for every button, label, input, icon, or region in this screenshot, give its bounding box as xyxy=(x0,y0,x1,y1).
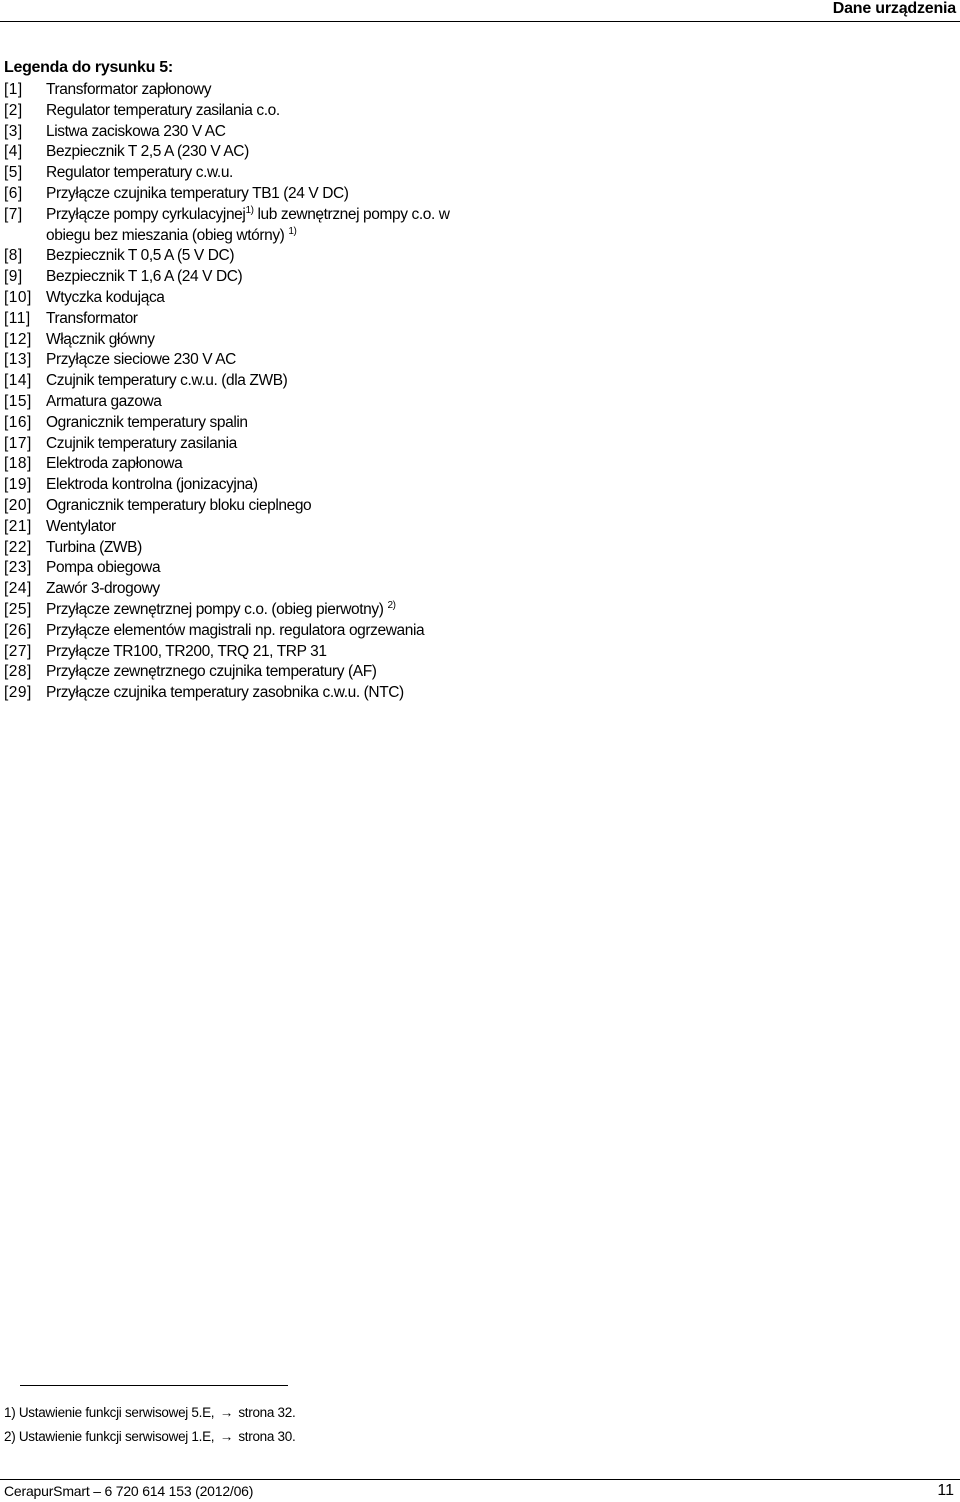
legend-item xyxy=(4,517,944,538)
legend-item-text: Bezpiecznik T 0,5 A (5 V DC) xyxy=(46,247,235,265)
legend-item-text: Transformator zapłonowy xyxy=(46,81,212,98)
legend-item-text-part: Przyłącze zewnętrznej pompy c.o. (obieg pierwotny) xyxy=(46,600,384,618)
legend-item-text: Przyłącze czujnika temperatury TB1 (24 V DC) xyxy=(46,184,349,202)
legend-item-text: Czujnik temperatury c.w.u. (dla ZWB) xyxy=(46,372,288,390)
footnote-mark: 1) xyxy=(4,1405,16,1420)
legend-item-text: Wentylator xyxy=(46,517,116,535)
legend-list xyxy=(4,80,944,704)
legend-item-text-part: lub zewnętrznej pompy c.o. w obiegu bez mieszania (obieg wtórny) xyxy=(46,205,450,244)
legend-item-number: [23] xyxy=(4,559,32,577)
legend-item-text: Elektroda zapłonowa xyxy=(46,455,183,473)
legend-item xyxy=(4,101,944,122)
legend-item xyxy=(4,163,944,184)
legend-item-number: [27] xyxy=(4,642,32,660)
legend-item-text: Armatura gazowa xyxy=(46,392,162,410)
legend-item-number: [17] xyxy=(4,434,32,452)
legend-item-number: [28] xyxy=(4,663,32,681)
footer-divider xyxy=(0,1479,960,1480)
legend-item-text: Elektroda kontrolna (jonizacyjna) xyxy=(46,476,258,494)
legend-item-number: [26] xyxy=(4,621,32,639)
legend-item xyxy=(4,683,944,704)
footnote-marker: 1) xyxy=(288,225,297,237)
legend-item-text: Bezpiecznik T 2,5 A (230 V AC) xyxy=(46,143,249,161)
legend-item-text: Ogranicznik temperatury spalin xyxy=(46,413,248,431)
legend-item xyxy=(4,496,944,517)
legend-item-text: Listwa zaciskowa 230 V AC xyxy=(46,122,226,140)
legend-item-number: [13] xyxy=(4,351,32,369)
legend-item-text: Czujnik temperatury zasilania xyxy=(46,434,237,452)
legend-item-number: [19] xyxy=(4,476,32,494)
legend-item xyxy=(4,330,944,351)
legend-item xyxy=(4,288,944,309)
legend-item xyxy=(4,642,944,663)
arrow-right-icon: → xyxy=(219,1429,233,1444)
legend-item-number: [8] xyxy=(4,247,23,265)
legend-item-number: [11] xyxy=(4,309,31,327)
legend-item-number: [7] xyxy=(4,205,23,223)
legend-item xyxy=(4,267,944,288)
legend-item-number: [21] xyxy=(4,517,32,535)
legend-item xyxy=(4,371,944,392)
legend-item-text: Ogranicznik temperatury bloku cieplnego xyxy=(46,496,312,514)
legend-item-text: Bezpiecznik T 1,6 A (24 V DC) xyxy=(46,268,243,286)
legend-item xyxy=(4,579,944,600)
legend-item-text: Przyłącze sieciowe 230 V AC xyxy=(46,351,236,369)
legend-item xyxy=(4,413,944,434)
legend-item-number: [18] xyxy=(4,455,32,473)
legend-item xyxy=(4,475,944,496)
legend-item-text: Pompa obiegowa xyxy=(46,559,161,577)
legend-item-number: [10] xyxy=(4,288,32,306)
footnote xyxy=(4,1429,704,1453)
footnote-marker: 2) xyxy=(387,599,396,611)
legend-item-number: [29] xyxy=(4,684,32,702)
legend-item-number: [9] xyxy=(4,268,23,286)
footnotes xyxy=(4,1405,704,1453)
footnote-mark: 2) xyxy=(4,1429,16,1444)
footnote-marker: 1) xyxy=(245,204,254,216)
figure-legend xyxy=(4,58,944,704)
footnote-text: Ustawienie funkcji serwisowej 5.E, xyxy=(18,1405,215,1420)
legend-item xyxy=(4,122,944,143)
legend-item-number: [15] xyxy=(4,392,32,410)
legend-item xyxy=(4,309,944,330)
legend-item-text: Wtyczka kodująca xyxy=(46,288,165,306)
legend-item-text: Regulator temperatury zasilania c.o. xyxy=(46,101,280,119)
legend-item-number: [25] xyxy=(4,600,32,618)
legend-item-number: [16] xyxy=(4,413,32,431)
legend-item-number: [3] xyxy=(4,122,23,140)
legend-item-number: [4] xyxy=(4,143,23,161)
legend-item-text: Turbina (ZWB) xyxy=(46,538,142,556)
legend-item-text: Transformator xyxy=(46,309,138,327)
legend-item-text xyxy=(46,205,466,247)
legend-item xyxy=(4,205,466,247)
header-divider xyxy=(0,21,960,22)
page-section-title: Dane urządzenia xyxy=(832,0,956,17)
legend-item-number: [22] xyxy=(4,538,32,556)
legend-item xyxy=(4,558,944,579)
legend-item xyxy=(4,142,944,163)
arrow-right-icon: → xyxy=(219,1405,233,1420)
legend-item xyxy=(4,454,944,475)
legend-item xyxy=(4,621,944,642)
legend-item xyxy=(4,600,944,621)
legend-item xyxy=(4,392,944,413)
legend-item-text: Włącznik główny xyxy=(46,330,155,348)
page-number: 11 xyxy=(937,1482,954,1499)
footnote-divider xyxy=(20,1385,288,1386)
footnote xyxy=(4,1405,704,1429)
legend-item-text: Przyłącze TR100, TR200, TRQ 21, TRP 31 xyxy=(46,642,327,660)
legend-item xyxy=(4,246,944,267)
legend-item-number: [12] xyxy=(4,330,32,348)
legend-item-text xyxy=(46,600,944,621)
legend-item-number: [20] xyxy=(4,496,32,514)
legend-item-number: [14] xyxy=(4,372,32,390)
legend-item-text: Przyłącze czujnika temperatury zasobnika c.w.u. (NTC) xyxy=(46,684,404,702)
legend-item-text: Przyłącze elementów magistrali np. regulatora ogrzewania xyxy=(46,621,425,639)
legend-item-text-part: Przyłącze pompy cyrkulacyjnej xyxy=(46,205,246,223)
legend-item-text: Zawór 3-drogowy xyxy=(46,580,160,598)
footnote-reference: strona 32. xyxy=(238,1405,296,1420)
legend-item-text: Przyłącze zewnętrznego czujnika temperatury (AF) xyxy=(46,663,377,681)
legend-item-text: Regulator temperatury c.w.u. xyxy=(46,164,233,182)
legend-item xyxy=(4,538,944,559)
legend-item-number: [24] xyxy=(4,580,32,598)
legend-item-number: [6] xyxy=(4,184,23,202)
footnote-reference: strona 30. xyxy=(238,1429,296,1444)
legend-item xyxy=(4,184,944,205)
footnote-text: Ustawienie funkcji serwisowej 1.E, xyxy=(18,1429,215,1444)
document-reference: CerapurSmart – 6 720 614 153 (2012/06) xyxy=(4,1483,254,1499)
legend-item xyxy=(4,80,944,101)
legend-item xyxy=(4,350,944,371)
legend-item xyxy=(4,662,944,683)
legend-item-number: [1] xyxy=(4,81,23,98)
legend-item xyxy=(4,434,944,455)
legend-title: Legenda do rysunku 5: xyxy=(4,59,173,76)
legend-item-number: [2] xyxy=(4,101,23,119)
legend-item-number: [5] xyxy=(4,164,23,182)
